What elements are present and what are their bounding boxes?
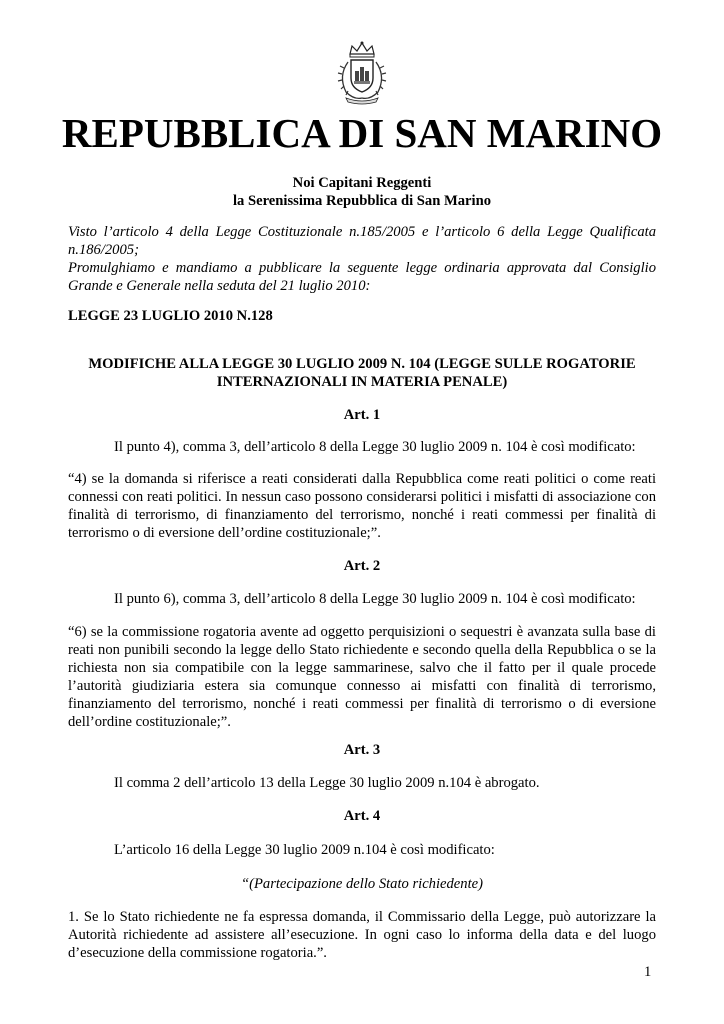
- article-heading: Art. 2: [343, 558, 381, 574]
- article-intro: L’articolo 16 della Legge 30 luglio 2009 n.104 è così modificato:: [114, 842, 495, 858]
- article-line: d’esecuzione della commissione rogatoria.”.: [68, 945, 327, 961]
- subtitle-line: Noi Capitani Reggenti: [292, 175, 432, 191]
- article-line: richiesta non sia compatibile con la legge sammarinese, salvo che il fatto per il quale procede: [68, 660, 656, 676]
- preamble-line: Promulghiamo e mandiamo a pubblicare la seguente legge ordinaria approvata dal Consiglio: [68, 260, 656, 276]
- subtitle-line: la Serenissima Repubblica di San Marino: [233, 193, 491, 209]
- article-line: finanziamento del terrorismo, nonché i reati commessi per finalità di terrorismo o di eversione: [68, 696, 656, 712]
- article-body: [68, 623, 656, 731]
- article-body: [68, 908, 656, 962]
- page-number: 1: [644, 964, 652, 980]
- article-line: l’autorità giudiziaria estera sia comunque connesso ai misfatti con finalità di terrorismo,: [68, 678, 656, 694]
- article-line: Autorità richiedente ad assistere all’esecuzione. In ogni caso lo informa della data e del luogo: [68, 927, 656, 943]
- preamble-line: Grande e Generale nella seduta del 21 luglio 2010:: [68, 278, 371, 294]
- article-heading: Art. 3: [343, 742, 381, 758]
- article-line: “4) se la domanda si riferisce a reati considerati dalla Repubblica come reati politici o come reati: [68, 471, 656, 487]
- article-line: terrorismo o di eversione dell’ordine costituzionale;”.: [68, 525, 381, 541]
- article-heading: Art. 1: [343, 407, 381, 423]
- page-title: REPUBBLICA DI SAN MARINO: [61, 110, 663, 156]
- preamble-line: n.186/2005;: [68, 242, 139, 258]
- article-body: [68, 470, 656, 542]
- preamble-line: Visto l’articolo 4 della Legge Costituzionale n.185/2005 e l’articolo 6 della Legge Qualificata: [68, 224, 656, 240]
- preamble: [68, 223, 656, 295]
- law-title-line: MODIFICHE ALLA LEGGE 30 LUGLIO 2009 N. 104 (LEGGE SULLE ROGATORIE: [88, 356, 636, 372]
- article-line: reati non punibili secondo la legge dello Stato richiedente e secondo quella della Repubblica o se la: [68, 642, 656, 658]
- law-title-line: INTERNAZIONALI IN MATERIA PENALE): [216, 374, 508, 390]
- article-line: “6) se la commissione rogatoria avente ad oggetto perquisizioni o sequestri è avanzata sulla base di: [68, 624, 656, 640]
- article-intro: Il punto 4), comma 3, dell’articolo 8 della Legge 30 luglio 2009 n. 104 è così modificato:: [114, 439, 636, 455]
- law-identifier: LEGGE 23 LUGLIO 2010 N.128: [68, 308, 273, 324]
- article-intro: Il comma 2 dell’articolo 13 della Legge 30 luglio 2009 n.104 è abrogato.: [114, 775, 540, 791]
- article-line: finalità di terrorismo, di finanziamento del terrorismo, nonché i reati commessi per finalità di: [68, 507, 656, 523]
- san-marino-coat-of-arms-icon: [332, 40, 392, 106]
- article-line: dell’ordine costituzionale;”.: [68, 714, 231, 730]
- article-heading: Art. 4: [343, 808, 381, 824]
- article-intro: Il punto 6), comma 3, dell’articolo 8 della Legge 30 luglio 2009 n. 104 è così modificato:: [114, 591, 636, 607]
- article-subtitle: “(Partecipazione dello Stato richiedente): [241, 876, 483, 892]
- article-line: connessi con reati politici. In nessun caso possono considerarsi politici i misfatti di associazione con: [68, 489, 656, 505]
- article-line: 1. Se lo Stato richiedente ne fa espressa domanda, il Commissario della Legge, può autorizzare la: [68, 909, 656, 925]
